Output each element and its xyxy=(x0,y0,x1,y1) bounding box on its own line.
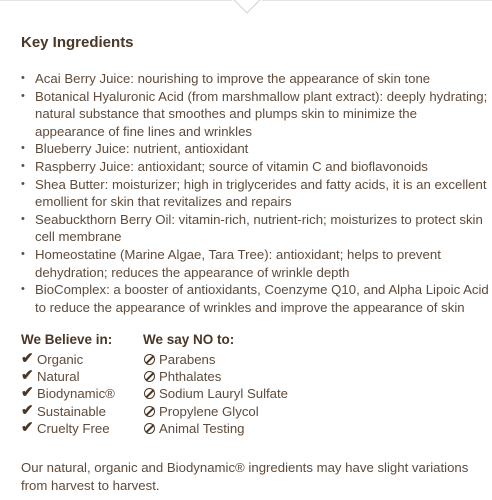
bullet-icon: • xyxy=(21,142,25,155)
believe-item: ✔ Biodynamic® xyxy=(21,384,115,402)
top-divider-right xyxy=(262,0,492,1)
check-icon: ✔ xyxy=(21,350,34,367)
check-icon: ✔ xyxy=(21,384,34,402)
ingredient-item: • Botanical Hyaluronic Acid (from marshmallow plant extract): deeply hydrating; natural substance that smoothes and plumps skin to minimize the appearance of fine lines and wrinkles xyxy=(21,88,488,139)
check-icon: ✔ xyxy=(21,401,34,419)
we-say-no-title: We say NO to: xyxy=(143,332,235,347)
key-ingredients-heading: Key Ingredients xyxy=(21,34,134,51)
believe-item: ✔ Organic xyxy=(21,350,84,367)
bullet-icon: • xyxy=(21,177,25,190)
bullet-icon: • xyxy=(21,212,25,225)
bullet-icon: • xyxy=(21,159,25,172)
check-icon: ✔ xyxy=(21,367,34,385)
ingredient-item: • Shea Butter: moisturizer; high in triglycerides and fatty acids, it is an excellent emollient for skin that revitalizes and repairs xyxy=(21,176,487,210)
ingredient-item: • Homeostatine (Marine Algae, Tara Tree): antioxidant; helps to prevent dehydration; reduces the appearance of wrinkle depth xyxy=(21,246,441,280)
no-symbol-icon xyxy=(144,371,155,382)
we-believe-column xyxy=(21,332,115,437)
bullet-icon: • xyxy=(21,72,25,84)
ingredients-list xyxy=(21,70,489,316)
harvest-variation-note: Our natural, organic and Biodynamic® ingredients may have slight variations from harvest to harvest. xyxy=(21,460,469,493)
believe-item: ✔ Cruelty Free xyxy=(21,418,110,436)
we-say-no-column xyxy=(143,332,288,437)
no-symbol-icon xyxy=(144,354,155,365)
top-divider-left xyxy=(0,0,232,1)
say-no-item: Animal Testing xyxy=(143,420,288,437)
we-believe-title: We Believe in: xyxy=(21,332,113,347)
say-no-item: Propylene Glycol xyxy=(143,403,288,420)
ingredient-item: • BioComplex: a booster of antioxidants, Coenzyme Q10, and Alpha Lipoic Acid to reduce the appearance of wrinkles and improve the appearance of skin xyxy=(21,282,489,315)
ingredient-item: • Seabuckthorn Berry Oil: vitamin-rich, nutrient-rich; moisturizes to protect skin cell membrane xyxy=(21,211,483,245)
say-no-item: Parabens xyxy=(143,351,288,368)
ingredient-item: • Raspberry Juice: antioxidant; source of vitamin C and bioflavonoids xyxy=(21,158,428,174)
say-no-item: Sodium Lauryl Sulfate xyxy=(143,385,288,402)
believe-item: ✔ Sustainable xyxy=(21,401,106,419)
bullet-icon: • xyxy=(21,89,25,102)
no-symbol-icon xyxy=(144,406,155,417)
ingredient-item: • Acai Berry Juice: nourishing to improve the appearance of skin tone xyxy=(21,71,431,86)
ingredient-item: • Blueberry Juice: nutrient, antioxidant xyxy=(21,141,249,157)
say-no-item: Phthalates xyxy=(143,368,288,385)
check-icon: ✔ xyxy=(21,418,34,436)
no-symbol-icon xyxy=(144,388,155,399)
no-symbol-icon xyxy=(144,423,155,434)
bullet-icon: • xyxy=(21,247,25,260)
we-say-no-list xyxy=(143,351,288,437)
we-believe-list xyxy=(21,351,115,437)
top-pointer-arrow xyxy=(231,0,262,14)
bullet-icon: • xyxy=(21,283,25,296)
believe-item: ✔ Natural xyxy=(21,367,80,385)
